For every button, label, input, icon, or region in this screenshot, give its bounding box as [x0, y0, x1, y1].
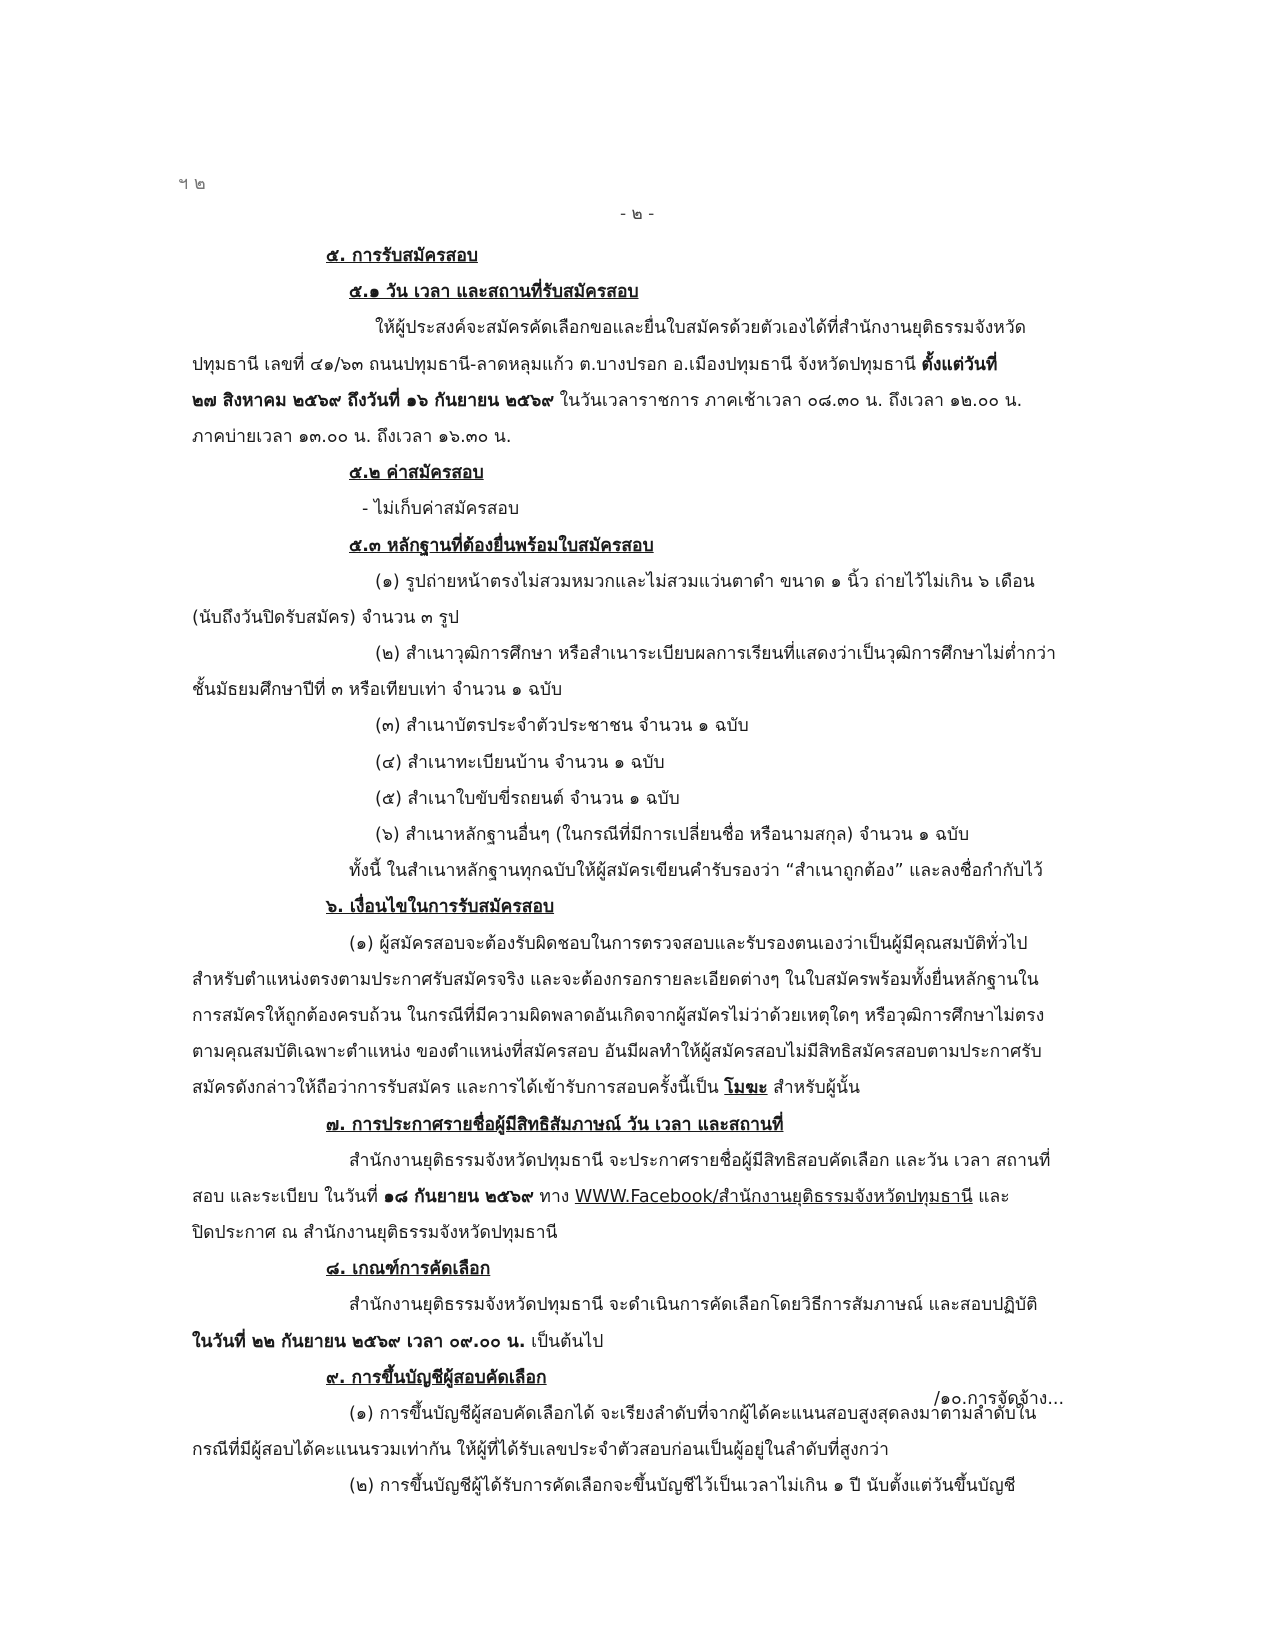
doc-item-2: (๒) สำเนาวุฒิการศึกษา หรือสำเนาระเบียบผลการเรียนที่แสดงว่าเป็นวุฒิการศึกษาไม่ต่ำกว่า	[375, 644, 1056, 665]
section-5-1-line-1: ให้ผู้ประสงค์จะสมัครคัดเลือกขอและยื่นใบสมัครด้วยตัวเองได้ที่สำนักงานยุติธรรมจังหวัด	[375, 318, 1027, 339]
section-5-2-heading: ๕.๒ ค่าสมัครสอบ	[349, 463, 484, 484]
section-7-line-3: ปิดประกาศ ณ สำนักงานยุติธรรมจังหวัดปทุมธานี	[192, 1223, 558, 1244]
doc-item-2-cont: ชั้นมัธยมศึกษาปีที่ ๓ หรือเทียบเท่า จำนวน ๑ ฉบับ	[192, 680, 563, 701]
section-9-line-3: (๒) การขึ้นบัญชีผู้ได้รับการคัดเลือกจะขึ้นบัญชีไว้เป็นเวลาไม่เกิน ๑ ปี นับตั้งแต่วันขึ้นบัญชี	[349, 1476, 1016, 1497]
handwritten-mark: ฯ ๒	[178, 173, 206, 194]
doc-item-1-cont: (นับถึงวันปิดรับสมัคร) จำนวน ๓ รูป	[192, 607, 459, 628]
section-9-line-1: (๑) การขึ้นบัญชีผู้สอบคัดเลือกได้ จะเรียงลำดับที่จากผู้ได้คะแนนสอบสูงสุดลงมาตามลำดับใน	[349, 1404, 1037, 1424]
section-9-line-2: กรณีที่มีผู้สอบได้คะแนนรวมเท่ากัน ให้ผู้ที่ได้รับเลขประจำตัวสอบก่อนเป็นผู้อยู่ในลำดับที่สูงกว่า	[192, 1440, 889, 1461]
section-7-line-2: สอบ และระเบียบ ในวันที่ ๑๘ กันยายน ๒๕๖๙ ทาง WWW.Facebook/สำนักงานยุติธรรมจังหวัดปทุมธานี และ	[192, 1186, 1010, 1207]
section-5-1-line-2: ปทุมธานี เลขที่ ๔๑/๖๓ ถนนปทุมธานี-ลาดหลุมแก้ว ต.บางปรอก อ.เมืองปทุมธานี จังหวัดปทุมธานี ตั้งแต่วันที่	[192, 354, 998, 375]
section-5-3-heading: ๕.๓ หลักฐานที่ต้องยื่นพร้อมใบสมัครสอบ	[349, 535, 654, 556]
document-body	[192, 238, 1082, 1505]
section-5-1-line-4: ภาคบ่ายเวลา ๑๓.๐๐ น. ถึงเวลา ๑๖.๓๐ น.	[192, 426, 512, 447]
section-5-heading: ๕. การรับสมัครสอบ	[326, 246, 478, 266]
date-range: ๒๗ สิงหาคม ๒๕๖๙ ถึงวันที่ ๑๖ กันยายน ๒๕๖๙	[192, 390, 555, 411]
section-5-1-heading: ๕.๑ วัน เวลา และสถานที่รับสมัครสอบ	[349, 282, 639, 303]
section-8-heading: ๘. เกณฑ์การคัดเลือก	[326, 1259, 491, 1280]
next-page-reference: /๑๐.การจัดจ้าง...	[934, 1389, 1065, 1409]
doc-item-3: (๓) สำเนาบัตรประจำตัวประชาชน จำนวน ๑ ฉบับ	[375, 716, 749, 737]
section-5-2-line-1: - ไม่เก็บค่าสมัครสอบ	[362, 499, 520, 520]
section-5-1-line-3: ๒๗ สิงหาคม ๒๕๖๙ ถึงวันที่ ๑๖ กันยายน ๒๕๖๙ ในวันเวลาราชการ ภาคเช้าเวลา ๐๘.๓๐ น. ถึงเวลา ๑๒.๐๐ น.	[192, 390, 1023, 411]
section-8-line-1: สำนักงานยุติธรรมจังหวัดปทุมธานี จะดำเนินการคัดเลือกโดยวิธีการสัมภาษณ์ และสอบปฏิบัติ	[349, 1295, 1038, 1316]
page-number: - ๒ -	[620, 204, 655, 224]
doc-item-4: (๔) สำเนาทะเบียนบ้าน จำนวน ๑ ฉบับ	[375, 752, 665, 773]
section-6-line-4: ตามคุณสมบัติเฉพาะตำแหน่ง ของตำแหน่งที่สมัครสอบ อันมีผลทำให้ผู้สมัครสอบไม่มีสิทธิสมัครสอบตามประกาศรับ	[192, 1042, 1042, 1063]
selection-date: ในวันที่ ๒๒ กันยายน ๒๕๖๙ เวลา ๐๙.๐๐ น.	[192, 1331, 526, 1352]
facebook-link[interactable]: WWW.Facebook/สำนักงานยุติธรรมจังหวัดปทุมธานี	[574, 1186, 973, 1207]
date-range-start: ตั้งแต่วันที่	[921, 354, 998, 375]
announce-date: ๑๘ กันยายน ๒๕๖๙	[383, 1186, 534, 1207]
doc-item-1: (๑) รูปถ่ายหน้าตรงไม่สวมหมวกและไม่สวมแว่นตาดำ ขนาด ๑ นิ้ว ถ่ายไว้ไม่เกิน ๖ เดือน	[375, 571, 1035, 592]
doc-item-5: (๕) สำเนาใบขับขี่รถยนต์ จำนวน ๑ ฉบับ	[375, 788, 680, 809]
section-6-line-2: สำหรับตำแหน่งตรงตามประกาศรับสมัครจริง และจะต้องกรอกรายละเอียดต่างๆ ในใบสมัครพร้อมทั้งยื่นหลักฐานใน	[192, 969, 1039, 990]
section-6-line-3: การสมัครให้ถูกต้องครบถ้วน ในกรณีที่มีความผิดพลาดอันเกิดจากผู้สมัครไม่ว่าด้วยเหตุใดๆ หรือวุฒิการศึกษาไม่ตรง	[192, 1005, 1045, 1026]
doc-item-6: (๖) สำเนาหลักฐานอื่นๆ (ในกรณีที่มีการเปลี่ยนชื่อ หรือนามสกุล) จำนวน ๑ ฉบับ	[375, 825, 970, 845]
section-6-line-1: (๑) ผู้สมัครสอบจะต้องรับผิดชอบในการตรวจสอบและรับรองตนเองว่าเป็นผู้มีคุณสมบัติทั่วไป	[349, 933, 1028, 954]
certification-note: ทั้งนี้ ในสำเนาหลักฐานทุกฉบับให้ผู้สมัครเขียนคำรับรองว่า “สำเนาถูกต้อง” และลงชื่อกำกับไว้	[349, 861, 1043, 882]
void-term: โมฆะ	[724, 1078, 768, 1099]
section-7-line-1: สำนักงานยุติธรรมจังหวัดปทุมธานี จะประกาศรายชื่อผู้มีสิทธิสอบคัดเลือก และวัน เวลา สถานที่	[349, 1150, 1051, 1171]
section-7-heading: ๗. การประกาศรายชื่อผู้มีสิทธิสัมภาษณ์ วัน เวลา และสถานที่	[326, 1114, 784, 1135]
section-6-line-5: สมัครดังกล่าวให้ถือว่าการรับสมัคร และการได้เข้ารับการสอบครั้งนี้เป็น โมฆะ สำหรับผู้นั้น	[192, 1078, 860, 1099]
section-8-line-2: ในวันที่ ๒๒ กันยายน ๒๕๖๙ เวลา ๐๙.๐๐ น. เป็นต้นไป	[192, 1331, 604, 1352]
section-9-heading: ๙. การขึ้นบัญชีผู้สอบคัดเลือก	[326, 1367, 547, 1388]
section-6-heading: ๖. เงื่อนไขในการรับสมัครสอบ	[326, 897, 555, 918]
